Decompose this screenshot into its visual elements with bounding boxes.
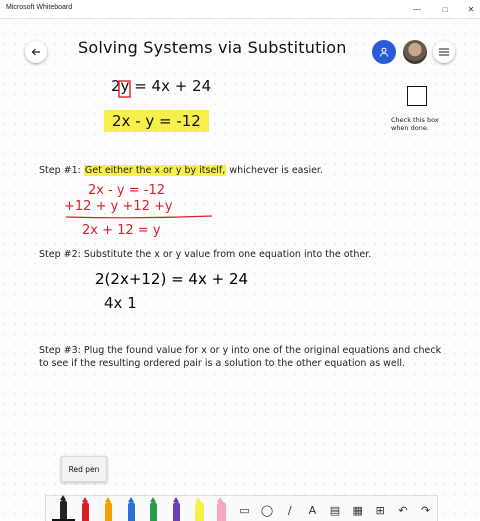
pen-blue[interactable] — [120, 498, 143, 521]
step-2-work-line-2: 4x 1 — [104, 294, 137, 312]
text-tool[interactable] — [301, 498, 324, 521]
plus-icon: ⊞ — [375, 504, 385, 517]
pen-orange[interactable] — [97, 498, 120, 521]
note-icon: ▤ — [329, 504, 341, 517]
text-icon: A — [308, 504, 317, 517]
image-tool[interactable] — [346, 498, 369, 521]
insert-tool[interactable] — [369, 498, 392, 521]
ink-toolbar — [45, 495, 438, 521]
highlighter-icon — [217, 502, 226, 521]
avatar[interactable] — [403, 40, 427, 64]
step-2-work-line-1: 2(2x+12) = 4x + 24 — [95, 270, 249, 288]
lasso-icon: ◯ — [260, 504, 274, 517]
back-button[interactable] — [25, 41, 47, 63]
equation-1: 2y = 4x + 24 — [111, 77, 212, 95]
step-1-work-line-3: 2x + 12 = y — [82, 223, 161, 238]
ruler-icon: ∕ — [287, 504, 292, 517]
step-2-text: Step #2: Substitute the x or y value from one equation into the other. — [39, 249, 372, 260]
checkbox-note: Check this box when done. — [391, 116, 439, 132]
pen-icon — [150, 502, 157, 521]
eraser-tool[interactable] — [233, 498, 256, 521]
eraser-icon: ▭ — [239, 504, 250, 517]
person-icon — [379, 47, 389, 57]
pen-black[interactable] — [52, 496, 75, 521]
note-tool[interactable] — [324, 498, 347, 521]
menu-button[interactable] — [433, 41, 455, 63]
hamburger-icon — [439, 48, 449, 56]
pen-icon — [173, 502, 180, 521]
close-icon[interactable]: ✕ — [467, 4, 475, 14]
red-underline — [64, 214, 214, 220]
redo-button[interactable] — [414, 498, 437, 521]
pen-red[interactable] — [75, 498, 98, 521]
step-3-text-continued: to see if the resulting ordered pair is a solution to the other equation as well. — [39, 358, 406, 369]
step-3-text: Step #3: Plug the found value for x or y into one of the original equations and check — [39, 345, 442, 356]
done-checkbox[interactable] — [407, 86, 427, 106]
window-title: Microsoft Whiteboard — [6, 4, 73, 11]
pen-purple[interactable] — [165, 498, 188, 521]
pen-icon — [128, 502, 135, 521]
ruler-tool[interactable] — [278, 498, 301, 521]
highlighter-pink[interactable] — [210, 498, 233, 521]
step-1-text: Step #1: Get either the x or y by itself, whichever is easier. — [39, 165, 323, 176]
pen-icon — [60, 500, 67, 519]
minimize-icon[interactable]: — — [413, 4, 421, 14]
redo-icon: ↷ — [420, 504, 431, 517]
back-arrow-icon — [31, 47, 41, 57]
highlighter-icon — [195, 502, 204, 521]
undo-button[interactable] — [392, 498, 415, 521]
step-1-work-line-1: 2x - y = -12 — [88, 183, 166, 198]
highlighter-yellow[interactable] — [188, 498, 211, 521]
image-icon: ▦ — [352, 504, 363, 517]
board-title: Solving Systems via Substitution — [78, 38, 347, 57]
lasso-tool[interactable] — [256, 498, 279, 521]
pen-green[interactable] — [143, 498, 166, 521]
pen-icon — [82, 502, 89, 521]
maximize-icon[interactable]: □ — [442, 4, 448, 14]
title-bar — [0, 0, 480, 19]
pen-icon — [105, 502, 112, 521]
red-box-annotation — [118, 80, 132, 99]
share-button[interactable] — [372, 40, 396, 64]
equation-2-highlighted: 2x - y = -12 — [104, 110, 209, 132]
step-1-work-line-2: +12 + y +12 +y — [64, 199, 173, 214]
undo-icon: ↶ — [398, 504, 408, 517]
tooltip: Red pen — [61, 456, 107, 482]
